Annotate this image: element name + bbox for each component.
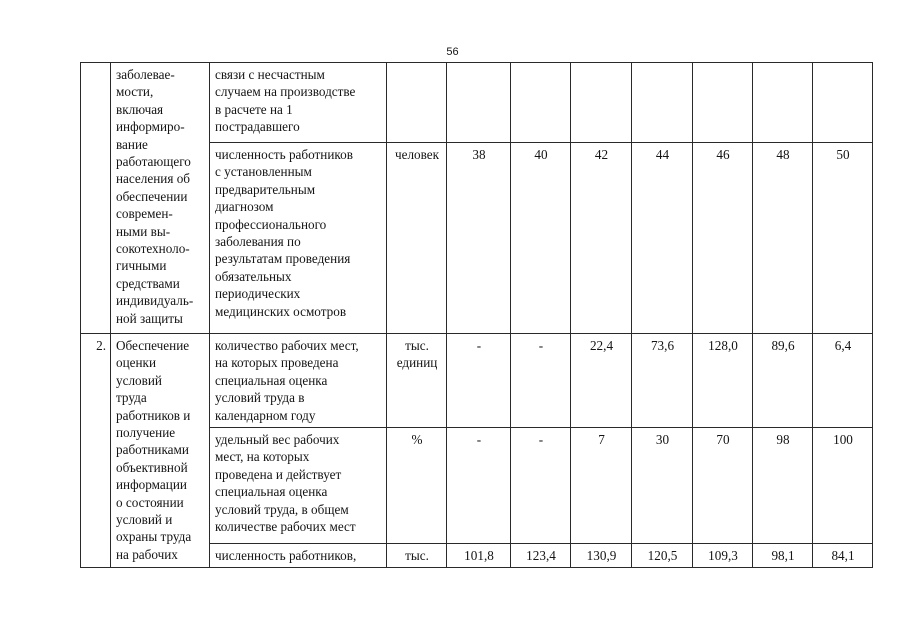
value-cell: 109,3 <box>693 544 753 568</box>
value-cell <box>511 63 571 143</box>
measure-text: Обеспечение оценки условий труда работников и получение работниками объективной информации о состоянии условий и охраны труда на рабочих <box>116 338 192 562</box>
indicator-text: количество рабочих мест, на которых проведена специальная оценка условий труда в календарном году <box>215 338 359 423</box>
unit-cell <box>387 63 447 143</box>
value-cell: 44 <box>632 143 693 334</box>
value-cell: 123,4 <box>511 544 571 568</box>
value-cell: 73,6 <box>632 334 693 428</box>
value-cell: 98,1 <box>753 544 813 568</box>
unit-cell: человек <box>387 143 447 334</box>
value-cell: 40 <box>511 143 571 334</box>
measure-cell <box>111 63 210 334</box>
value-cell: 48 <box>753 143 813 334</box>
indicator-cell <box>210 143 387 334</box>
value-cell: 42 <box>571 143 632 334</box>
value-cell <box>571 63 632 143</box>
unit-cell: тыс. <box>387 544 447 568</box>
value-cell: 7 <box>571 428 632 544</box>
value-cell: 100 <box>813 428 873 544</box>
indicators-table <box>80 62 873 568</box>
value-cell: - <box>447 334 511 428</box>
value-cell: 38 <box>447 143 511 334</box>
value-cell: 120,5 <box>632 544 693 568</box>
value-cell: - <box>447 428 511 544</box>
value-cell <box>693 63 753 143</box>
indicator-cell <box>210 63 387 143</box>
value-cell: 84,1 <box>813 544 873 568</box>
value-cell: 30 <box>632 428 693 544</box>
unit-cell: % <box>387 428 447 544</box>
measure-cell <box>111 334 210 568</box>
value-cell: 46 <box>693 143 753 334</box>
value-cell <box>753 63 813 143</box>
value-cell: 70 <box>693 428 753 544</box>
table-row <box>81 63 873 143</box>
indicator-cell <box>210 428 387 544</box>
value-cell: 6,4 <box>813 334 873 428</box>
value-cell: 22,4 <box>571 334 632 428</box>
value-cell: 101,8 <box>447 544 511 568</box>
row-number-cell: 2. <box>81 334 111 568</box>
value-cell: 89,6 <box>753 334 813 428</box>
indicator-cell: численность работников, <box>210 544 387 568</box>
unit-text: тыс. единиц <box>396 338 438 371</box>
value-cell: 128,0 <box>693 334 753 428</box>
value-cell: 98 <box>753 428 813 544</box>
page-number: 56 <box>446 46 459 58</box>
value-cell: - <box>511 334 571 428</box>
indicator-cell <box>210 334 387 428</box>
indicator-text: связи с несчастным случаем на производстве в расчете на 1 пострадавшего <box>215 67 356 135</box>
measure-text: заболевае- мости, включая информиро- вание работающего населения об обеспечении современ- ными вы- сокотехноло- гичными средствами индивидуаль- ной защиты <box>116 67 194 326</box>
value-cell: 130,9 <box>571 544 632 568</box>
value-cell: - <box>511 428 571 544</box>
row-number-cell <box>81 63 111 334</box>
table-row <box>81 334 873 428</box>
value-cell: 50 <box>813 143 873 334</box>
indicator-text: удельный вес рабочих мест, на которых проведена и действует специальная оценка условий труда, в общем количестве рабочих мест <box>215 432 356 535</box>
unit-cell <box>387 334 447 428</box>
value-cell <box>813 63 873 143</box>
value-cell <box>632 63 693 143</box>
value-cell <box>447 63 511 143</box>
indicator-text: численность работников с установленным предварительным диагнозом профессионального заболевания по результатам проведения обязательных периодических медицинских осмотров <box>215 147 353 319</box>
